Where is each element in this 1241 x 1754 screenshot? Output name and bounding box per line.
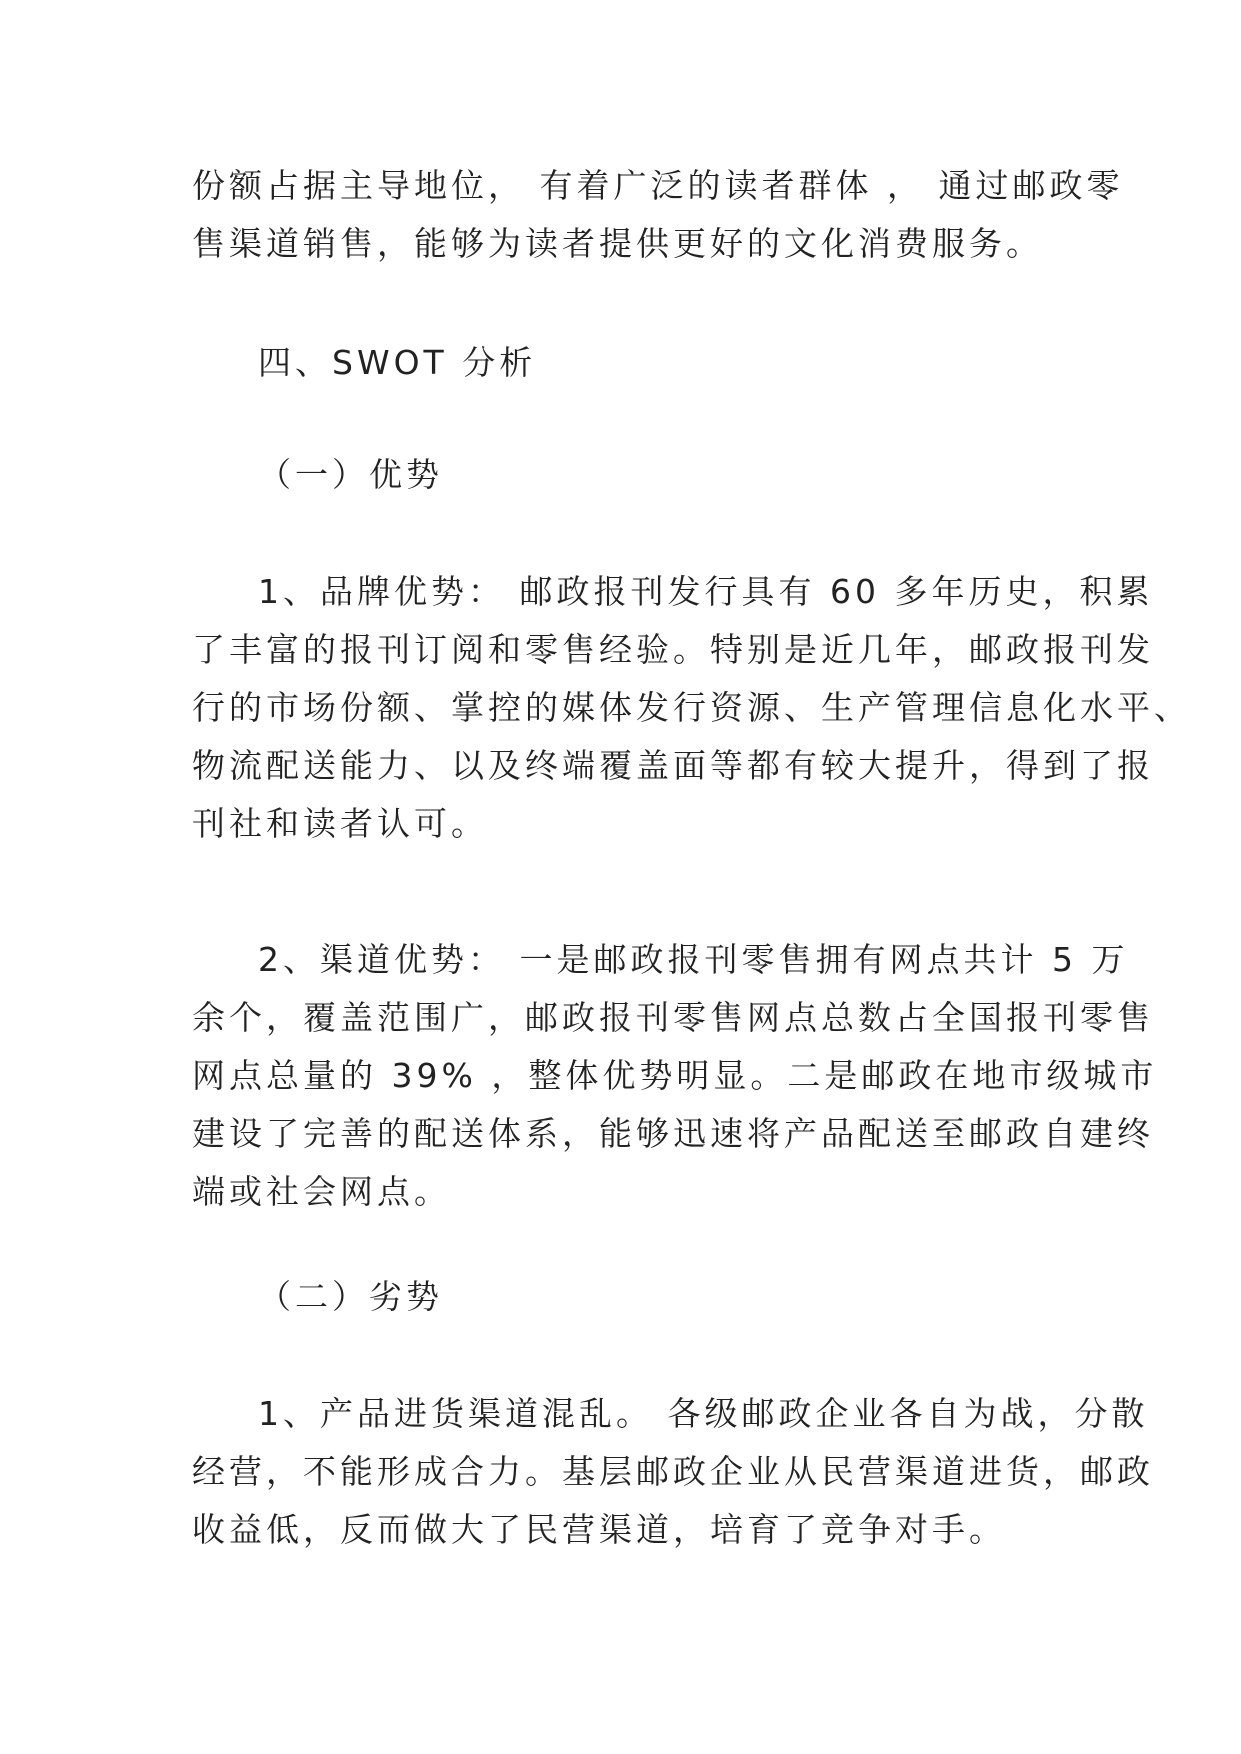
paragraph-line: 收益低，反而做大了民营渠道，培育了竞争对手。 (192, 1510, 1006, 1549)
paragraph-line: 余个，覆盖范围广，邮政报刊零售网点总数占全国报刊零售 (192, 998, 1154, 1037)
strengths-item-channel (192, 931, 1158, 1221)
paragraph-line: 1、产品进货渠道混乱。 各级邮政企业各自为战，分散 (258, 1394, 1149, 1433)
weaknesses-heading (258, 1268, 1118, 1326)
paragraph-line: 行的市场份额、掌控的媒体发行资源、生产管理信息化水平、 (192, 688, 1191, 727)
intro-paragraph (192, 157, 1124, 273)
paragraph-line: 网点总量的 39% ，整体优势明显。二是邮政在地市级城市 (192, 1056, 1158, 1095)
paragraph-line: 了丰富的报刊订阅和零售经验。特别是近几年，邮政报刊发 (192, 630, 1154, 669)
weaknesses-heading-text: （二）劣势 (258, 1277, 443, 1316)
strengths-heading (258, 446, 1118, 504)
paragraph-line: 2、渠道优势： 一是邮政报刊零售拥有网点共计 5 万 (258, 940, 1129, 979)
paragraph-line: 物流配送能力、以及终端覆盖面等都有较大提升，得到了报 (192, 746, 1154, 785)
strengths-item-brand (192, 563, 1191, 853)
intro-line-2: 售渠道销售，能够为读者提供更好的文化消费服务。 (192, 224, 1043, 263)
paragraph-line: 刊社和读者认可。 (192, 804, 488, 843)
section-heading-swot (258, 334, 1118, 392)
paragraph-line: 建设了完善的配送体系，能够迅速将产品配送至邮政自建终 (192, 1114, 1154, 1153)
strengths-heading-text: （一）优势 (258, 455, 443, 494)
intro-line-1: 份额占据主导地位， 有着广泛的读者群体 ， 通过邮政零 (192, 166, 1124, 205)
section-heading-text: 四、SWOT 分析 (258, 343, 537, 382)
weaknesses-item-supply (192, 1385, 1154, 1559)
paragraph-line: 端或社会网点。 (192, 1172, 451, 1211)
paragraph-line: 1、品牌优势： 邮政报刊发行具有 60 多年历史，积累 (258, 572, 1154, 611)
paragraph-line: 经营，不能形成合力。基层邮政企业从民营渠道进货，邮政 (192, 1452, 1154, 1491)
